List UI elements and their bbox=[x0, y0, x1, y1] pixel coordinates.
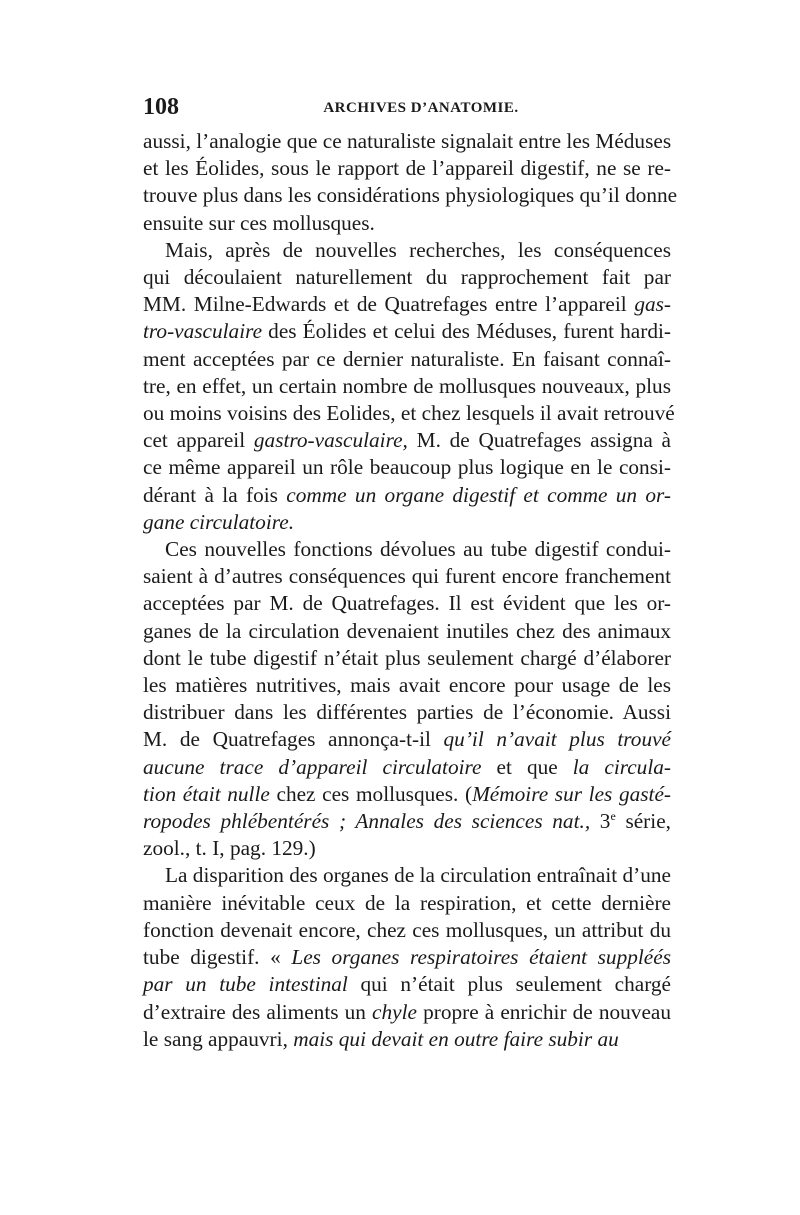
text-line bbox=[143, 618, 671, 645]
book-page bbox=[143, 94, 678, 1053]
italic-text: tion était nulle bbox=[143, 781, 270, 806]
text-run: le sang appauvri, bbox=[143, 1026, 294, 1051]
text-line bbox=[143, 482, 671, 509]
italic-text: la circula- bbox=[572, 754, 671, 779]
text-line bbox=[143, 264, 671, 291]
text-line bbox=[143, 346, 671, 373]
text-run: chez ces mollusques. ( bbox=[269, 781, 473, 806]
running-head bbox=[143, 94, 671, 128]
text-line bbox=[143, 210, 671, 237]
text-line bbox=[143, 536, 671, 563]
text-run: tube digestif. « bbox=[143, 945, 292, 970]
text-run: dont le tube digestif n’était plus seulement chargé d’élaborer bbox=[143, 645, 671, 670]
text-run: La disparition des organes de la circulation entraînait d’une bbox=[165, 863, 671, 888]
text-line bbox=[143, 917, 671, 944]
running-title: ARCHIVES D’ANATOMIE. bbox=[323, 100, 519, 116]
text-run: ganes de la circulation devenaient inutiles chez des animaux bbox=[143, 618, 671, 643]
text-line bbox=[143, 1026, 671, 1053]
text-run: fonction devenait encore, chez ces mollusques, un attribut du bbox=[143, 917, 671, 942]
text-run: des Éolides et celui des Méduses, furent hardi- bbox=[262, 319, 671, 344]
text-line bbox=[143, 862, 671, 889]
text-run: et que bbox=[481, 754, 573, 779]
italic-text: gastro-vasculaire, bbox=[253, 428, 408, 453]
italic-text: gane circulatoire. bbox=[143, 509, 295, 534]
italic-text: ropodes phlébentérés ; Annales des sciences nat., bbox=[143, 809, 591, 834]
text-line bbox=[143, 128, 671, 155]
text-line bbox=[143, 754, 671, 781]
text-line bbox=[143, 373, 671, 400]
text-run: Mais, après de nouvelles recherches, les conséquences bbox=[165, 237, 671, 262]
text-run: ou moins voisins des Eolides, et chez lesquels il avait retrouvé bbox=[143, 401, 675, 426]
italic-text: chyle bbox=[372, 999, 417, 1024]
paragraph-1 bbox=[143, 128, 678, 237]
paragraph-4 bbox=[143, 862, 671, 1052]
text-line bbox=[143, 645, 671, 672]
text-run: 3 bbox=[590, 809, 611, 834]
text-run: M. de Quatrefages annonça-t-il bbox=[143, 727, 444, 752]
text-line bbox=[143, 237, 671, 264]
italic-text: Mémoire sur les gasté- bbox=[472, 781, 671, 806]
text-line bbox=[143, 726, 671, 753]
body-text bbox=[143, 128, 678, 1053]
text-line bbox=[143, 999, 671, 1026]
text-line bbox=[143, 563, 671, 590]
text-run: MM. Milne-Edwards et de Quatrefages entre l’appareil bbox=[143, 292, 635, 317]
text-run: zool., t. I, pag. 129.) bbox=[143, 836, 316, 861]
text-run: saient à d’autres conséquences qui furent encore franchement bbox=[143, 564, 671, 589]
text-line bbox=[143, 291, 671, 318]
text-run: et les Éolides, sous le rapport de l’appareil digestif, ne se re- bbox=[143, 156, 671, 181]
text-line bbox=[143, 699, 671, 726]
text-line bbox=[143, 672, 671, 699]
italic-text: par un tube intestinal bbox=[143, 972, 348, 997]
italic-text: Les organes respiratoires étaient suppléés bbox=[291, 945, 671, 970]
text-run: ce même appareil un rôle beaucoup plus logique en le consi- bbox=[143, 455, 671, 480]
text-run: qui découlaient naturellement du rapprochement fait par bbox=[143, 265, 671, 290]
text-line bbox=[143, 944, 671, 971]
text-run: cet appareil bbox=[143, 428, 254, 453]
text-line bbox=[143, 400, 675, 427]
text-run: ensuite sur ces mollusques. bbox=[143, 210, 375, 235]
italic-text: mais qui devait en outre faire subir au bbox=[293, 1026, 619, 1051]
text-line bbox=[143, 808, 671, 835]
superscript: e bbox=[610, 808, 616, 823]
text-line bbox=[143, 590, 671, 617]
text-run: distribuer dans les différentes parties de l’économie. Aussi bbox=[143, 700, 671, 725]
text-line bbox=[143, 890, 671, 917]
text-run: les matières nutritives, mais avait encore pour usage de les bbox=[143, 673, 671, 698]
text-run: M. de Quatrefages assigna à bbox=[407, 428, 671, 453]
italic-text: tro-vasculaire bbox=[143, 319, 263, 344]
text-run: aussi, l’analogie que ce naturaliste signalait entre les Méduses bbox=[143, 129, 672, 153]
page-number: 108 bbox=[143, 94, 179, 120]
italic-text: gas- bbox=[634, 292, 671, 317]
text-run: série, bbox=[615, 809, 671, 834]
paragraph-3 bbox=[143, 536, 671, 862]
text-line bbox=[143, 454, 671, 481]
text-line bbox=[143, 835, 671, 862]
paragraph-2 bbox=[143, 237, 675, 536]
italic-text: comme un organe digestif et comme un or- bbox=[286, 482, 671, 507]
text-line bbox=[143, 155, 671, 182]
text-run: trouve plus dans les considérations physiologiques qu’il donne bbox=[143, 183, 678, 208]
text-run: d’extraire des aliments un bbox=[143, 999, 373, 1024]
italic-text: aucune trace d’appareil circulatoire bbox=[143, 754, 482, 779]
text-line bbox=[143, 318, 671, 345]
text-run: propre à enrichir de nouveau bbox=[416, 999, 671, 1024]
italic-text: qu’il n’avait plus trouvé bbox=[443, 727, 671, 752]
text-line bbox=[143, 971, 671, 998]
text-line bbox=[143, 427, 671, 454]
text-line bbox=[143, 781, 671, 808]
text-run: tre, en effet, un certain nombre de mollusques nouveaux, plus bbox=[143, 373, 671, 398]
text-run: manière inévitable ceux de la respiration, et cette dernière bbox=[143, 890, 671, 915]
text-run: dérant à la fois bbox=[143, 482, 287, 507]
text-line bbox=[143, 509, 671, 536]
text-run: ment acceptées par ce dernier naturaliste. En faisant connaî- bbox=[143, 346, 671, 371]
text-line bbox=[143, 182, 678, 209]
text-run: qui n’était plus seulement chargé bbox=[347, 972, 672, 997]
text-run: acceptées par M. de Quatrefages. Il est évident que les or- bbox=[143, 591, 671, 616]
text-run: Ces nouvelles fonctions dévolues au tube digestif condui- bbox=[165, 537, 671, 562]
